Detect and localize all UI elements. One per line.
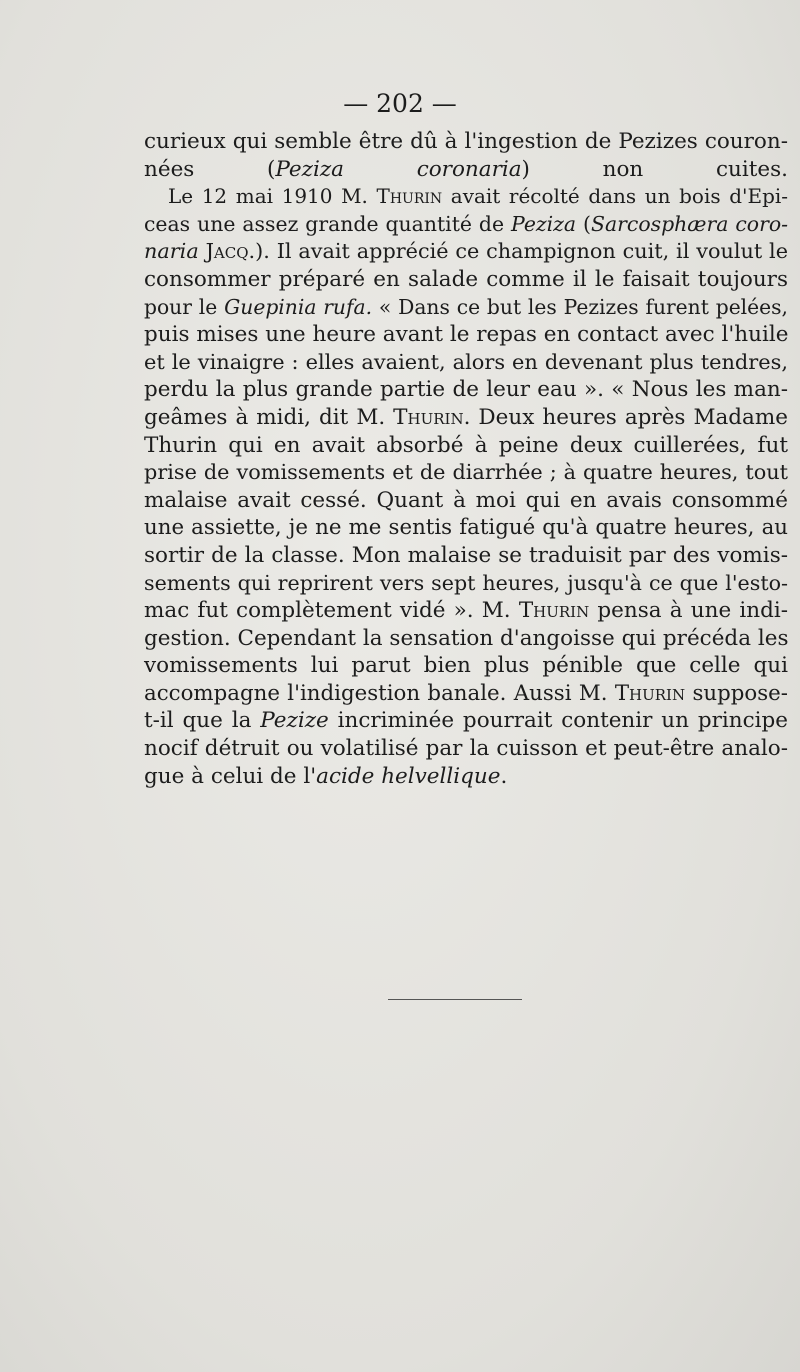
text-line bbox=[144, 625, 788, 653]
italic-text: Guepinia rufa. bbox=[224, 294, 373, 319]
text-line bbox=[144, 487, 788, 515]
text-segment bbox=[199, 239, 206, 263]
text-segment: curieux qui semble être dû à l'ingestion de Pezizes couron- bbox=[144, 129, 788, 154]
text-segment: et le vinaigre : elles avaient, alors en devenant plus tendres, bbox=[144, 349, 788, 374]
text-line bbox=[144, 376, 788, 404]
text-segment: incriminée pourrait contenir un principe bbox=[328, 708, 789, 734]
text-line bbox=[144, 432, 788, 460]
text-line bbox=[144, 238, 788, 266]
text-segment: vomissements lui parut bien plus pénible que celle qui bbox=[144, 653, 788, 679]
italic-text: naria bbox=[144, 239, 199, 264]
text-segment: gestion. Cependant la sensation d'angoisse qui précéda les bbox=[144, 625, 789, 651]
small-caps-text: Thurin bbox=[614, 680, 686, 706]
text-line bbox=[144, 542, 788, 570]
italic-text: Sarcosphæra coro- bbox=[591, 211, 788, 236]
italic-text: Pezize bbox=[260, 708, 329, 734]
text-line bbox=[144, 294, 788, 322]
text-line bbox=[144, 321, 788, 349]
text-segment: gue à celui de l' bbox=[144, 763, 317, 789]
text-segment: pensa à une indi- bbox=[589, 598, 788, 624]
text-segment: consommer préparé en salade comme il le faisait toujours bbox=[144, 266, 788, 292]
text-line bbox=[144, 652, 788, 680]
text-segment: prise de vomissements et de diarrhée ; à quatre heures, tout bbox=[144, 460, 788, 485]
italic-text: Peziza bbox=[511, 211, 577, 236]
text-line bbox=[144, 349, 788, 377]
text-line bbox=[144, 211, 788, 239]
text-segment: Le 12 mai 1910 M. bbox=[168, 184, 377, 209]
text-segment: ( bbox=[576, 211, 592, 236]
text-line bbox=[144, 707, 788, 735]
small-caps-text: Thurin bbox=[393, 404, 464, 430]
text-line bbox=[144, 680, 788, 708]
small-caps-text: Thurin bbox=[376, 184, 443, 209]
text-line bbox=[144, 404, 788, 432]
text-segment: ) non cuites. bbox=[521, 156, 788, 182]
text-segment: perdu la plus grande partie de leur eau ». « Nous les man- bbox=[144, 377, 788, 403]
text-segment: nées ( bbox=[144, 156, 276, 182]
text-line bbox=[144, 128, 788, 156]
text-segment: ). Il avait apprécié ce champignon cuit, il voulut le bbox=[255, 239, 788, 264]
end-rule bbox=[388, 999, 522, 1000]
body-text bbox=[144, 128, 788, 790]
small-caps-text: Jacq. bbox=[205, 239, 256, 264]
text-segment: nocif détruit ou volatilisé par la cuisson et peut-être analo- bbox=[144, 736, 788, 762]
text-segment: sements qui reprirent vers sept heures, jusqu'à ce que l'esto- bbox=[144, 570, 788, 595]
text-segment: sortir de la classe. Mon malaise se traduisit par des vomis- bbox=[144, 542, 788, 568]
text-line bbox=[144, 156, 788, 184]
text-segment: avait récolté dans un bois d'Epi- bbox=[442, 184, 788, 209]
text-segment: geâmes à midi, dit M. bbox=[144, 404, 394, 430]
text-segment: . Deux heures après Madame bbox=[463, 404, 788, 430]
text-segment: pour le bbox=[144, 294, 225, 319]
text-segment: . bbox=[500, 763, 508, 789]
text-segment: mac fut complètement vidé ». M. bbox=[144, 598, 519, 624]
text-line bbox=[144, 183, 788, 211]
text-segment: suppose- bbox=[685, 680, 788, 706]
text-segment: ceas une assez grande quantité de bbox=[144, 211, 512, 236]
text-line bbox=[144, 597, 788, 625]
text-line bbox=[144, 459, 788, 487]
text-line bbox=[144, 763, 788, 791]
italic-text: acide helvellique bbox=[316, 763, 501, 789]
text-line bbox=[144, 570, 788, 598]
text-segment: puis mises une heure avant le repas en contact avec l'huile bbox=[144, 322, 789, 348]
small-caps-text: Thurin bbox=[518, 598, 590, 624]
text-segment: accompagne l'indigestion banale. Aussi M. bbox=[144, 680, 615, 706]
italic-text: Peziza coronaria bbox=[275, 156, 522, 182]
text-segment: Thurin qui en avait absorbé à peine deux cuillerées, fut bbox=[144, 432, 788, 458]
text-segment: une assiette, je ne me sentis fatigué qu'à quatre heures, au bbox=[144, 515, 788, 541]
text-segment: malaise avait cessé. Quant à moi qui en avais consommé bbox=[144, 487, 788, 513]
text-segment: t-il que la bbox=[144, 708, 261, 734]
text-line bbox=[144, 514, 788, 542]
text-line bbox=[144, 266, 788, 294]
text-segment: « Dans ce but les Pezizes furent pelées, bbox=[372, 294, 788, 319]
text-line bbox=[144, 735, 788, 763]
page-number: — 202 — bbox=[343, 89, 457, 118]
